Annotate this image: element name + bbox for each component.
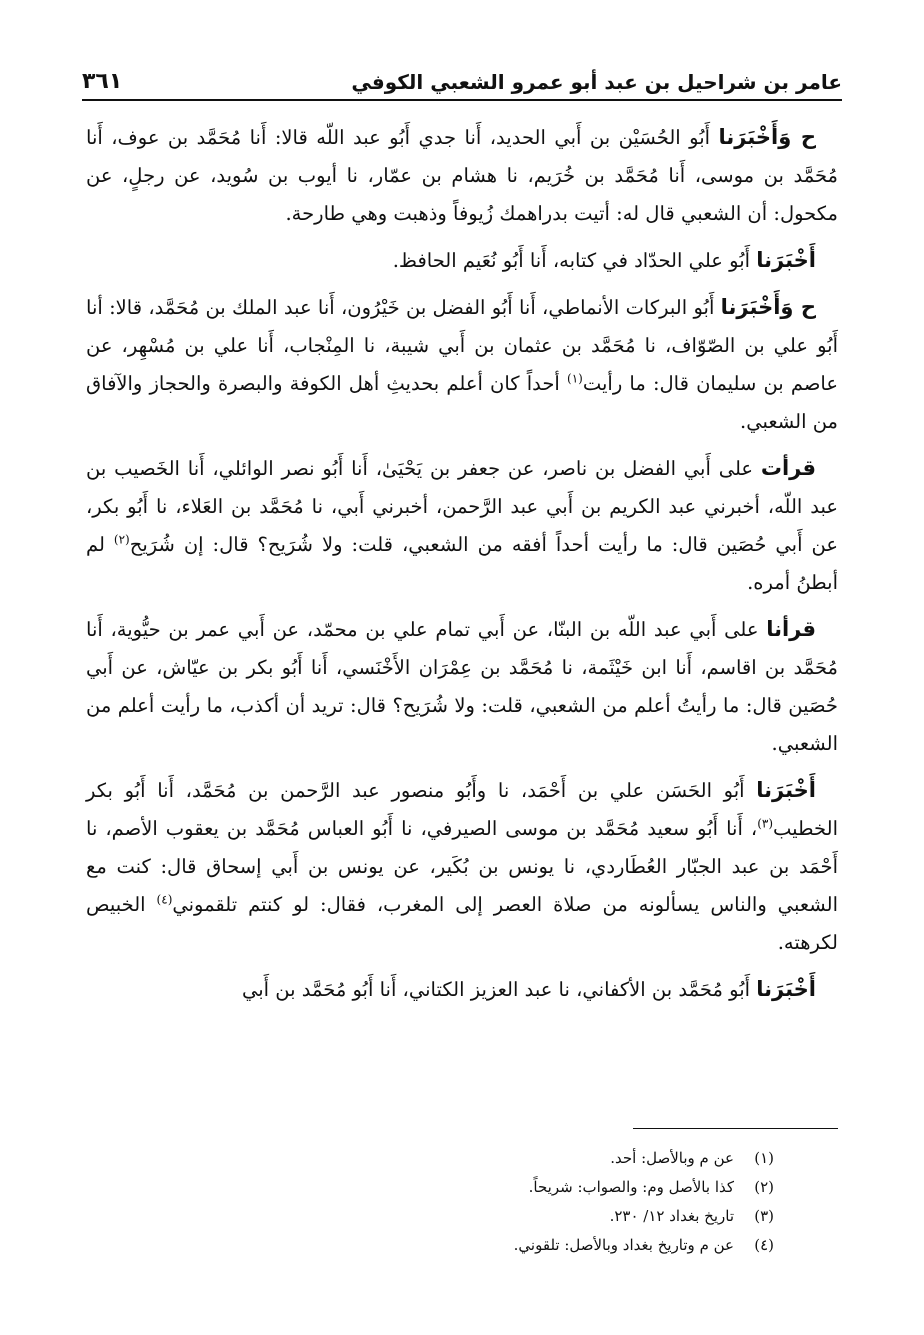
paragraph-text: أَبُو الحُسَيْن بن أَبي الحديد، أَنا جدي أَبُو عبد اللّه قالا: أَنا مُحَمَّد بن عوف، أَنا مُحَمَّد بن موسى، أَنا مُحَمَّد بن خُرَيم، نا هشام بن عمّار، نا أيوب بن سُويد، عن رجلٍ، عن مكحول: أن الشعبي قال له: أتيت بدراهمك زُيوفاً وذهبت وهي طارحة.: [86, 126, 838, 225]
footnote-marker: (٢): [113, 532, 130, 547]
narration-keyword: قرأنا: [766, 617, 816, 641]
footnote-marker: (٣): [757, 816, 774, 831]
paragraph: [86, 771, 838, 962]
paragraph: [86, 610, 838, 763]
narration-keyword: ح وَأَخْبَرَنا: [718, 125, 816, 149]
paragraph-text: الخبيص لكرهته.: [86, 893, 838, 954]
paragraph-text: على أَبي الفضل بن ناصر، عن جعفر بن يَحْيَىٰ، أَنا أَبُو نصر الوائلي، أَنا الخَصيب بن عبد اللّه، أخبرني عبد الكريم بن أَبي عبد الرَّحمن، أخبرني أَبي، نا مُحَمَّد بن العَلاء، نا أَبُو بكر، عن أَبي حُصَين قال: ما رأيت أحداً أفقه من الشعبي، قلت: ولا شُرَيح؟ قال: إن شُرَيح: [86, 457, 838, 556]
paragraph-text: أَبُو مُحَمَّد بن الأكفاني، نا عبد العزيز الكتاني، أَنا أَبُو مُحَمَّد بن أَبي: [241, 978, 757, 1001]
paragraph-text: أحداً كان أعلم بحديثِ أهل الكوفة والبصرة والحجاز والآفاق من الشعبي.: [86, 372, 838, 433]
header-rule: [82, 99, 842, 101]
page-number: ٣٦١: [82, 69, 123, 94]
footnote: [86, 1144, 774, 1173]
footnotes: [86, 1144, 774, 1260]
footnote: [86, 1231, 774, 1260]
footnote-marker: (٤): [156, 892, 173, 907]
paragraph-text: على أَبي عبد اللّه بن البنّا، عن أَبي تمام علي بن محمّد، عن أَبي عمر بن حيُّوية، أَنا مُحَمَّد بن اقاسم، أَنا ابن خَيْثَمة، نا مُحَمَّد بن عِمْرَان الأَخْنَسي، أَنا أَبُو بكر بن عيّاش، عن أَبي حُصَين قال: ما رأيتُ أعلم من الشعبي، قلت: ولا شُرَيح؟ قال: تريد أن أكذب، ما رأيت أعلم من الشعبي.: [86, 618, 838, 755]
narration-keyword: أَخْبَرَنا: [756, 778, 816, 802]
paragraph: [86, 241, 838, 280]
footnote-rule: [633, 1128, 838, 1129]
narration-keyword: قرأت: [760, 456, 816, 480]
paragraph: [86, 970, 838, 1009]
footnote: [86, 1173, 774, 1202]
footnote-marker: (١): [567, 371, 583, 386]
paragraph-text: لم أبطنُ أمره.: [86, 533, 838, 594]
paragraph-text: ، أَنا أَبُو سعيد مُحَمَّد بن موسى الصيرفي، نا أَبُو العباس مُحَمَّد بن يعقوب الأصم، نا أَحْمَد بن عبد الجبّار العُطَاردي، نا يونس بن بُكَير، عن يونس بن أَبي إسحاق قال: كنت مع الشعبي والناس يسألونه من صلاة العصر إلى المغرب، فقال: لو كنتم تلقموني: [86, 817, 838, 916]
paragraph-text: أَبُو الحَسَن علي بن أَحْمَد، نا وأَبُو منصور عبد الرَّحمن بن مُحَمَّد، أَنا أَبُو بكر الخطيب: [86, 779, 838, 840]
paragraph-text: أَبُو البركات الأنماطي، أَنا أَبُو الفضل بن خَيْرُون، أَنا عبد الملك بن مُحَمَّد، قالا: أنا أَبُو علي بن الصّوّاف، نا مُحَمَّد بن عثمان بن أَبي شيبة، نا المِنْجاب، أَنا علي بن مُسْهِر، عن عاصم بن سليمان قال: ما رأيت: [86, 296, 839, 395]
footnote-number: (٣): [754, 1207, 774, 1225]
main-text: [86, 118, 838, 1017]
footnote-text: تاريخ بغداد ١٢/ ٢٣٠.: [609, 1207, 734, 1225]
footnote: [86, 1202, 774, 1231]
narration-keyword: ح وَأَخْبَرَنا: [720, 295, 816, 319]
running-header: [82, 52, 842, 94]
narration-keyword: أَخْبَرَنا: [756, 977, 816, 1001]
paragraph: [86, 449, 838, 602]
paragraph-text: أَبُو علي الحدّاد في كتابه، أَنا أَبُو نُعَيم الحافظ.: [392, 249, 757, 272]
footnote-text: عن م وتاريخ بغداد وبالأصل: تلقوني.: [513, 1236, 734, 1254]
footnote-number: (٢): [754, 1178, 774, 1196]
footnote-number: (٤): [754, 1236, 774, 1254]
paragraph: [86, 288, 838, 441]
footnote-text: عن م وبالأصل: أحد.: [610, 1149, 734, 1167]
narration-keyword: أَخْبَرَنا: [756, 248, 816, 272]
footnote-text: كذا بالأصل وم: والصواب: شريحاً.: [528, 1178, 734, 1196]
running-title: عامر بن شراحيل بن عبد أبو عمرو الشعبي الكوفي: [351, 70, 842, 94]
paragraph: [86, 118, 838, 233]
footnote-number: (١): [754, 1149, 774, 1167]
